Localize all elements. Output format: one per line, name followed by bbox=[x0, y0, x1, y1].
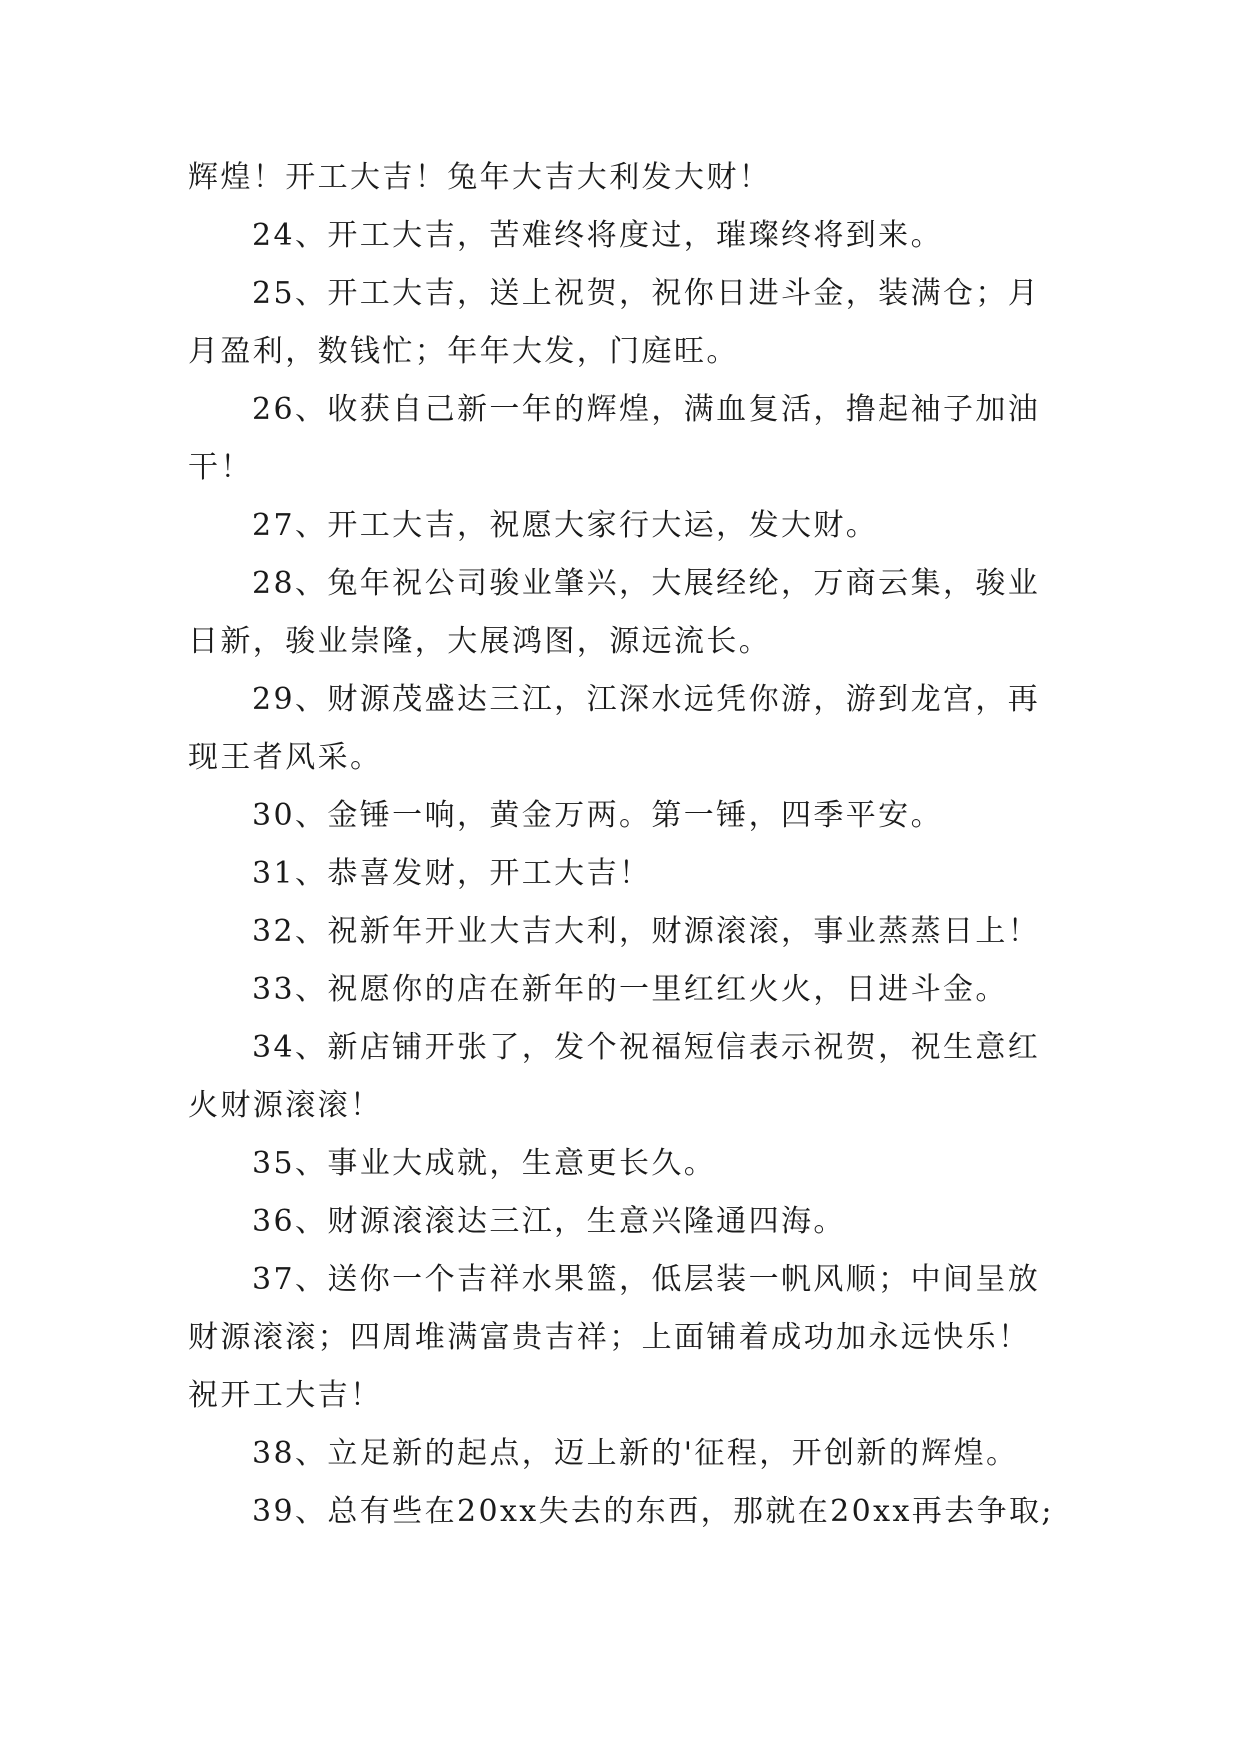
list-item-28: 28、兔年祝公司骏业肇兴，大展经纶，万商云集，骏业 bbox=[252, 566, 1041, 601]
list-item-24: 24、开工大吉，苦难终将度过，璀璨终将到来。 bbox=[252, 218, 943, 253]
list-item-35: 35、事业大成就，生意更长久。 bbox=[252, 1146, 717, 1181]
list-item-32: 32、祝新年开业大吉大利，财源滚滚，事业蒸蒸日上！ bbox=[252, 914, 1041, 949]
text-line: 日新，骏业崇隆，大展鸿图，源远流长。 bbox=[188, 624, 772, 659]
text-line: 火财源滚滚！ bbox=[188, 1088, 383, 1123]
list-item-26: 26、收获自己新一年的辉煌，满血复活，撸起袖子加油 bbox=[252, 392, 1041, 427]
list-item-27: 27、开工大吉，祝愿大家行大运，发大财。 bbox=[252, 508, 879, 543]
list-item-30: 30、金锤一响，黄金万两。第一锤，四季平安。 bbox=[252, 798, 943, 833]
text-line: 干！ bbox=[188, 450, 253, 485]
list-item-31: 31、恭喜发财，开工大吉！ bbox=[252, 856, 652, 891]
text-line: 祝开工大吉！ bbox=[188, 1378, 383, 1413]
list-item-29: 29、财源茂盛达三江，江深水远凭你游，游到龙宫，再 bbox=[252, 682, 1041, 717]
text-line: 财源滚滚；四周堆满富贵吉祥；上面铺着成功加永远快乐！ bbox=[188, 1320, 1031, 1355]
list-item-37: 37、送你一个吉祥水果篮，低层装一帆风顺；中间呈放 bbox=[252, 1262, 1041, 1297]
list-item-36: 36、财源滚滚达三江，生意兴隆通四海。 bbox=[252, 1204, 846, 1239]
text-line: 辉煌！开工大吉！兔年大吉大利发大财！ bbox=[188, 160, 772, 195]
list-item-25: 25、开工大吉，送上祝贺，祝你日进斗金，装满仓；月 bbox=[252, 276, 1041, 311]
list-item-33: 33、祝愿你的店在新年的一里红红火火，日进斗金。 bbox=[252, 972, 1008, 1007]
list-item-34: 34、新店铺开张了，发个祝福短信表示祝贺，祝生意红 bbox=[252, 1030, 1041, 1065]
list-item-38: 38、立足新的起点，迈上新的'征程，开创新的辉煌。 bbox=[252, 1436, 1019, 1471]
list-item-39: 39、总有些在20xx失去的东西，那就在20xx再去争取; bbox=[252, 1494, 1054, 1529]
text-line: 月盈利，数钱忙；年年大发，门庭旺。 bbox=[188, 334, 739, 369]
text-line: 现王者风采。 bbox=[188, 740, 383, 775]
